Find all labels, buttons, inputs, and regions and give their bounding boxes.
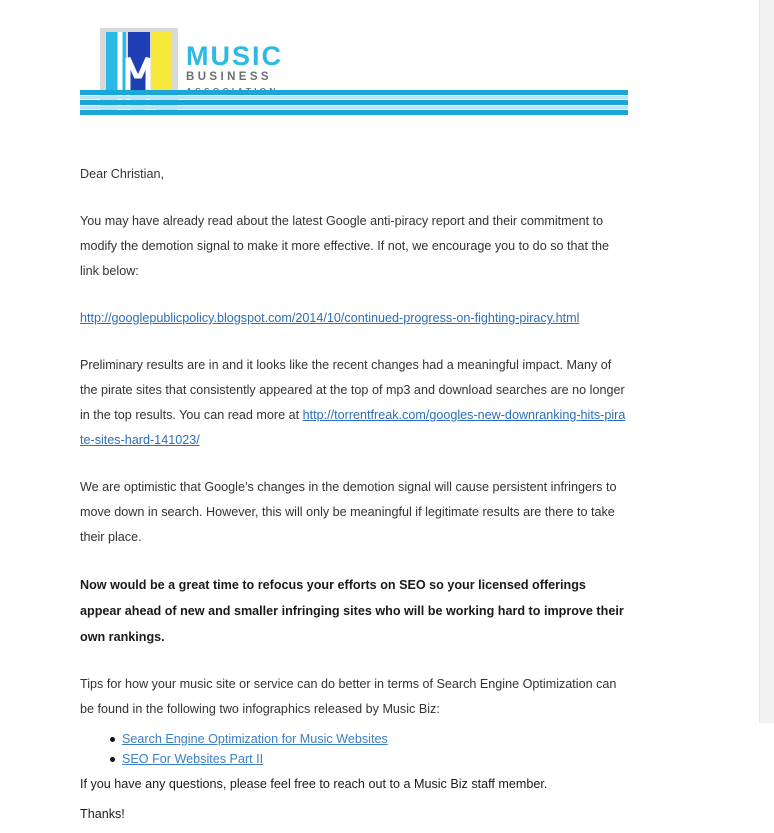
logo-wordmark — [186, 42, 283, 97]
stripe-1 — [80, 90, 628, 95]
stripe-3 — [80, 100, 628, 105]
stripe-4 — [80, 106, 628, 109]
paragraph-3: We are optimistic that Google’s changes in the demotion signal will cause persistent infringers to move down in search. However, this will only be meaningful if legitimate results are there to take their place. — [80, 480, 617, 544]
page-right-margin — [759, 0, 774, 723]
list-item — [122, 730, 628, 749]
closing-line-2: Thanks! — [80, 807, 125, 821]
infographic-links-list — [80, 730, 628, 769]
seo-for-websites-part-2-link[interactable]: SEO For Websites Part II — [122, 752, 264, 766]
logo-stripes-decoration — [80, 90, 628, 118]
stripe-5 — [80, 110, 628, 115]
paragraph-5: Tips for how your music site or service can do better in terms of Search Engine Optimization can be found in the following two infographics released by Music Biz: — [80, 677, 617, 716]
torrentfreak-link[interactable]: http://torrentfreak.com/googles-new-downranking-hits-pirate-sites-hard-141023/ — [80, 408, 626, 447]
closing-line-1: If you have any questions, please feel free to reach out to a Music Biz staff member. — [80, 777, 548, 791]
logo-text-music: MUSIC — [186, 41, 283, 71]
closing-block — [80, 773, 628, 825]
seo-for-music-websites-link[interactable]: Search Engine Optimization for Music Websites — [122, 732, 388, 746]
paragraph-4-bold: Now would be a great time to refocus your efforts on SEO so your licensed offerings appear ahead of new and smaller infringing sites who will be working hard to improve their own rankings. — [80, 578, 624, 644]
music-business-association-logo — [80, 28, 628, 118]
paragraph-2 — [80, 353, 628, 453]
paragraph-link-1 — [80, 306, 628, 331]
paragraph-1: You may have already read about the latest Google anti-piracy report and their commitment to modify the demotion signal to make it more effective. If not, we encourage you to do so that the link below: — [80, 214, 610, 278]
salutation: Dear Christian, — [80, 167, 164, 181]
email-text-body — [80, 162, 628, 825]
email-body — [80, 28, 628, 833]
google-public-policy-link[interactable]: http://googlepublicpolicy.blogspot.com/2014/10/continued-progress-on-fighting-piracy.html — [80, 311, 580, 325]
list-item — [122, 750, 628, 769]
logo-text-business: BUSINESS — [186, 71, 272, 83]
paragraph-2-text: Preliminary results are in and it looks like the recent changes had a meaningful impact. Many of the pirate sites that consistently appeared at the top of mp3 and download searches are no longer in the top results. You can read more at — [80, 358, 625, 422]
stripe-2 — [80, 96, 628, 99]
